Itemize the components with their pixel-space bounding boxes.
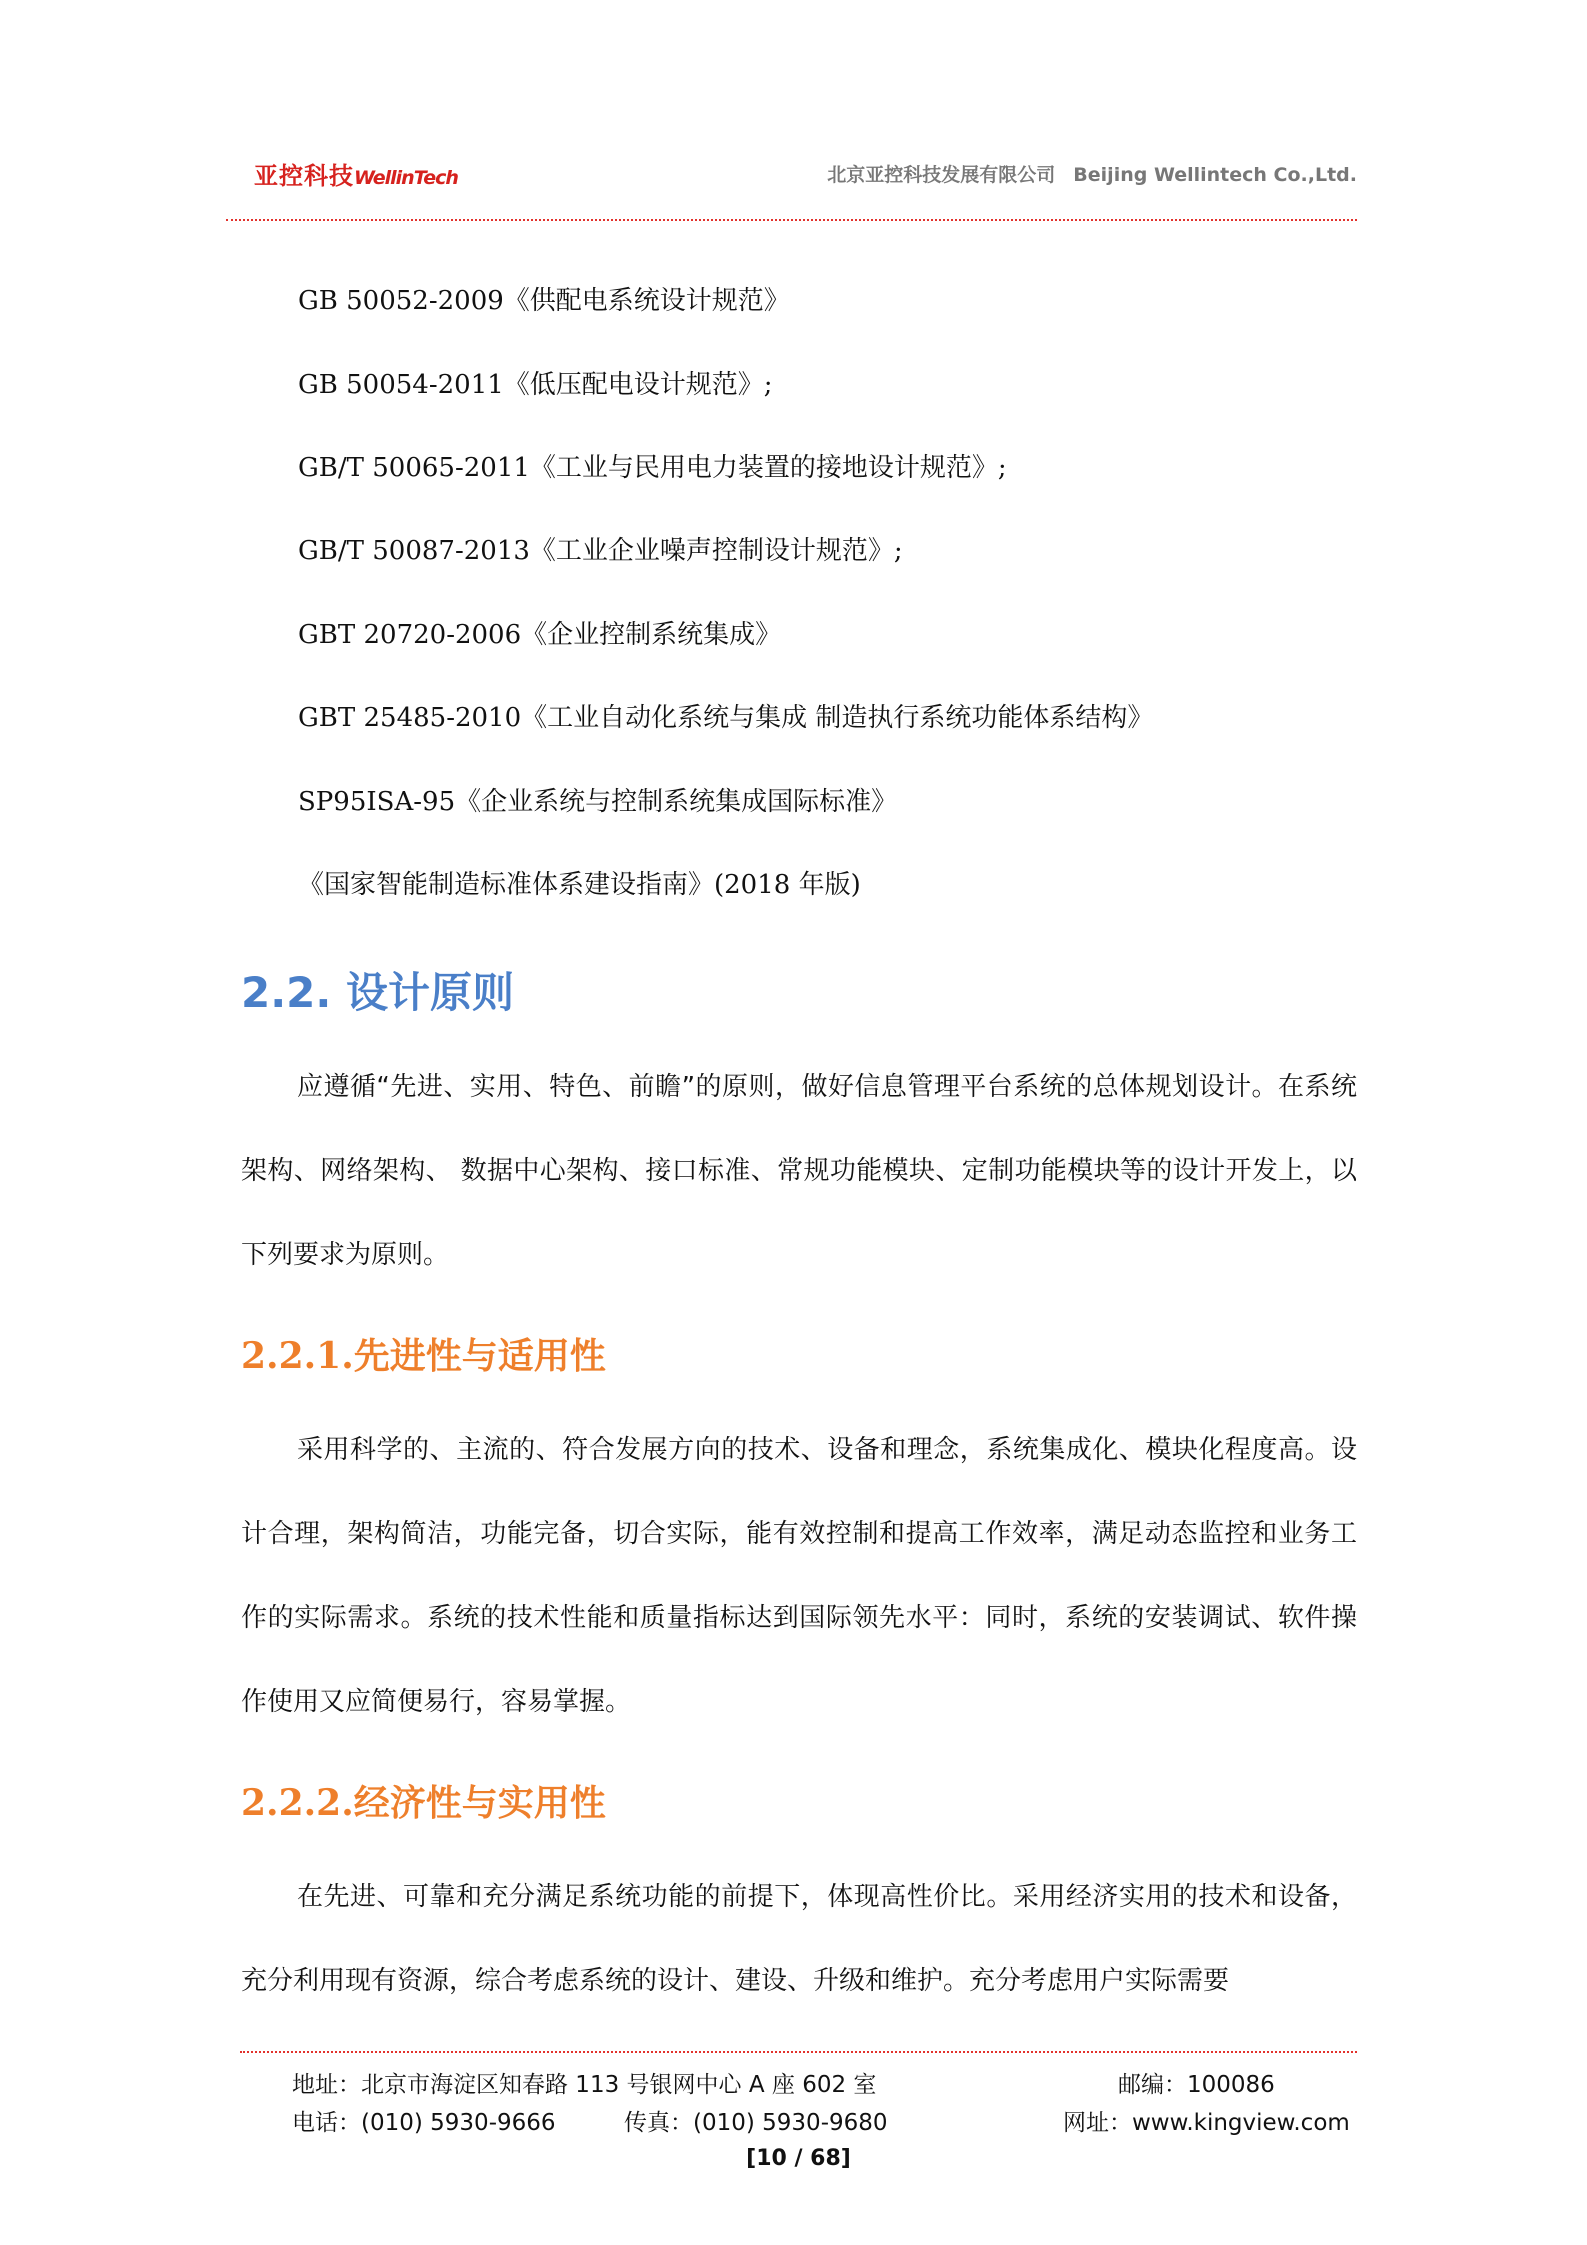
section-title: 先进性与适用性 xyxy=(353,1336,606,1377)
footer-fax: 传真：(010) 5930-9680 xyxy=(624,2110,888,2136)
section-body: 采用科学的、主流的、符合发展方向的技术、设备和理念，系统集成化、模块化程度高。设计合理，架构简洁，功能完备，切合实际，能有效控制和提高工作效率，满足动态监控和业务工作的实际需求。系统的技术性能和质量指标达到国际领先水平：同时，系统的安装调试、软件操作使用又应简便易行，容易掌握。 xyxy=(241,1435,1357,1717)
standard-item: GBT 20720-2006《企业控制系统集成》 xyxy=(298,620,782,650)
logo-en: WellinTech xyxy=(354,167,458,189)
company-logo xyxy=(254,156,458,191)
section-body: 应遵循“先进、实用、特色、前瞻”的原则，做好信息管理平台系统的总体规划设计。在系统架构、网络架构、 数据中心架构、接口标准、常规功能模块、定制功能模块等的设计开发上，以下列要求为原则。 xyxy=(241,1072,1357,1270)
company-name-en: Beijing Wellintech Co.,Ltd. xyxy=(1073,164,1357,186)
footer-website: 网址：www.kingview.com xyxy=(1063,2110,1350,2136)
page-header xyxy=(226,150,1357,222)
header-divider xyxy=(226,219,1357,221)
section-number: 2.2. xyxy=(241,968,332,1017)
standard-item: SP95ISA-95《企业系统与控制系统集成国际标准》 xyxy=(298,787,898,817)
standard-item: GB/T 50065-2011《工业与民用电力装置的接地设计规范》; xyxy=(298,453,1007,483)
footer-phone: 电话：(010) 5930-9666 xyxy=(292,2110,556,2136)
standard-item: GB/T 50087-2013《工业企业噪声控制设计规范》; xyxy=(298,536,903,566)
section-body: 在先进、可靠和充分满足系统功能的前提下，体现高性价比。采用经济实用的技术和设备，充分利用现有资源，综合考虑系统的设计、建设、升级和维护。充分考虑用户实际需要 xyxy=(241,1882,1357,1996)
company-name xyxy=(827,160,1357,187)
company-name-cn: 北京亚控科技发展有限公司 xyxy=(827,164,1056,186)
section-heading-2-2 xyxy=(241,960,514,1020)
section-title: 设计原则 xyxy=(345,968,514,1017)
standard-item: 《国家智能制造标准体系建设指南》(2018 年版) xyxy=(298,870,861,900)
standard-item: GBT 25485-2010《工业自动化系统与集成 制造执行系统功能体系结构》 xyxy=(298,703,1154,733)
logo-cn: 亚控科技 xyxy=(254,162,354,190)
footer-postcode: 邮编：100086 xyxy=(1118,2072,1275,2098)
section-number: 2.2.1. xyxy=(241,1335,354,1377)
section-heading-2-2-2 xyxy=(241,1775,606,1826)
page-footer xyxy=(240,2060,1357,2190)
standard-item: GB 50052-2009《供配电系统设计规范》 xyxy=(298,286,790,316)
footer-divider xyxy=(240,2051,1357,2053)
section-heading-2-2-1 xyxy=(241,1328,606,1379)
section-number: 2.2.2. xyxy=(241,1782,354,1824)
standard-item: GB 50054-2011《低压配电设计规范》; xyxy=(298,370,773,400)
footer-address: 地址：北京市海淀区知春路 113 号银网中心 A 座 602 室 xyxy=(292,2072,877,2098)
section-title: 经济性与实用性 xyxy=(353,1783,606,1824)
page-number: [10 / 68] xyxy=(746,2146,851,2171)
